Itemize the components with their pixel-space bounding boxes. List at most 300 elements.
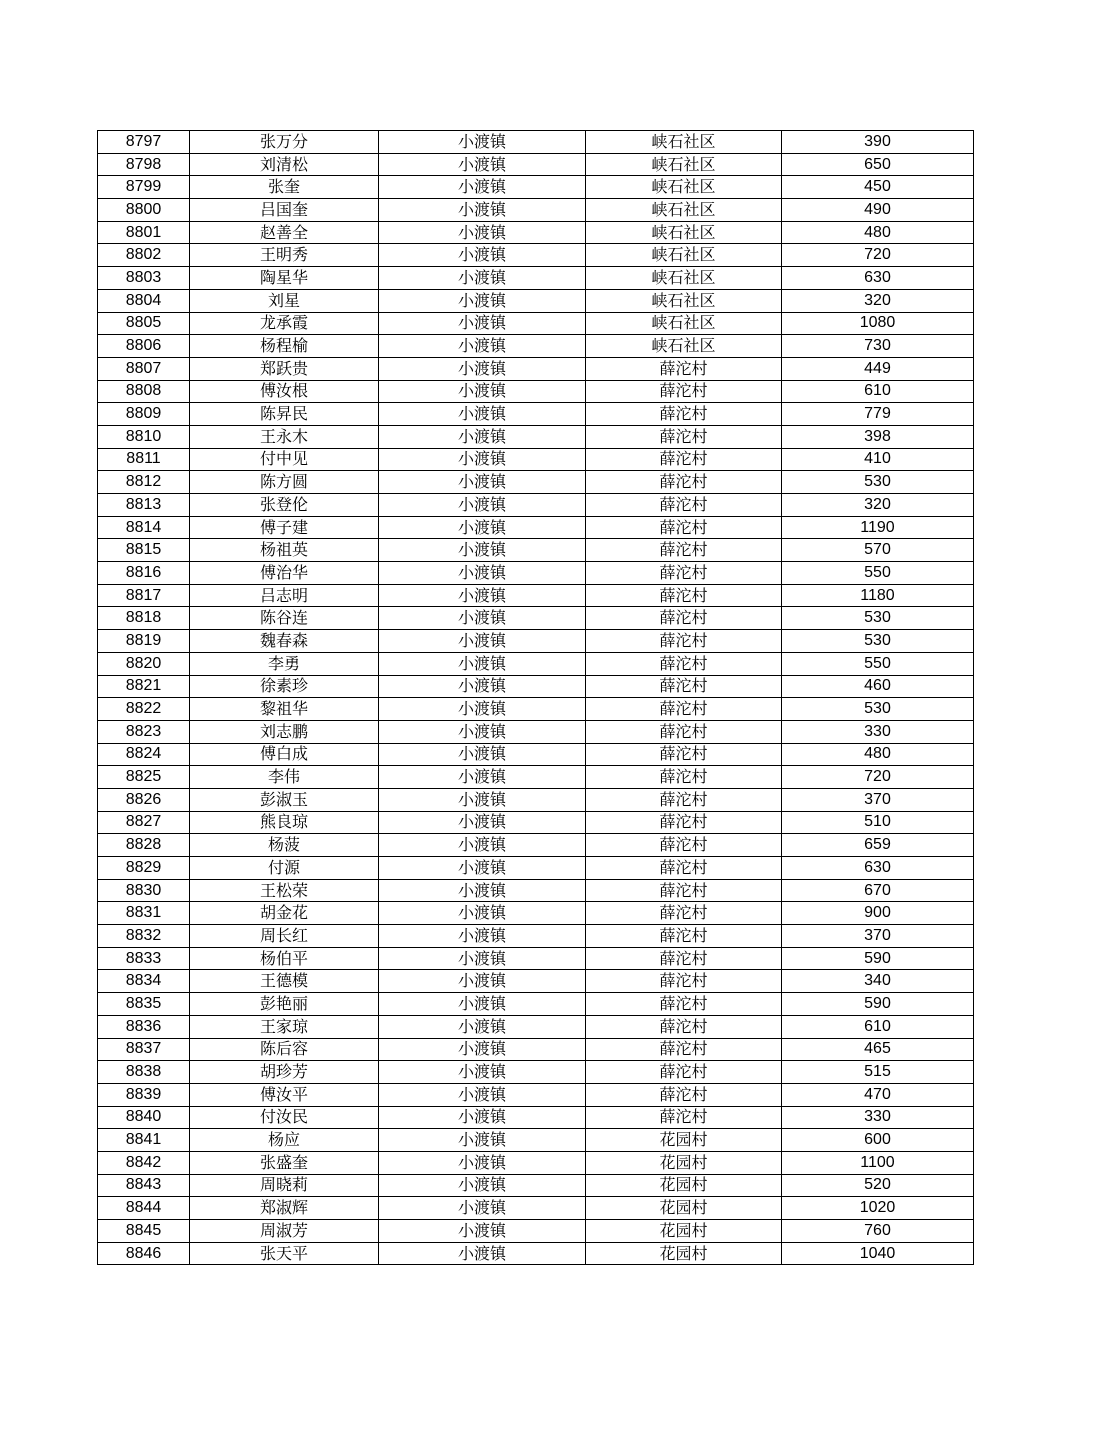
amount-value: 590	[782, 947, 974, 970]
town-name: 小渡镇	[379, 720, 586, 743]
town-name: 小渡镇	[379, 1242, 586, 1265]
village-name: 薛沱村	[586, 516, 782, 539]
town-name: 小渡镇	[379, 1106, 586, 1129]
table-row	[98, 1220, 974, 1243]
town-name: 小渡镇	[379, 857, 586, 880]
person-name: 李伟	[190, 766, 379, 789]
village-name: 薛沱村	[586, 357, 782, 380]
row-number: 8801	[98, 221, 190, 244]
amount-value: 1020	[782, 1197, 974, 1220]
town-name: 小渡镇	[379, 902, 586, 925]
amount-value: 610	[782, 380, 974, 403]
table-row	[98, 857, 974, 880]
amount-value: 460	[782, 675, 974, 698]
village-name: 峡石社区	[586, 221, 782, 244]
town-name: 小渡镇	[379, 630, 586, 653]
town-name: 小渡镇	[379, 947, 586, 970]
amount-value: 370	[782, 788, 974, 811]
village-name: 薛沱村	[586, 811, 782, 834]
roster-body	[98, 131, 974, 1265]
table-row	[98, 1129, 974, 1152]
row-number: 8800	[98, 199, 190, 222]
town-name: 小渡镇	[379, 562, 586, 585]
table-row	[98, 675, 974, 698]
table-row	[98, 494, 974, 517]
amount-value: 630	[782, 857, 974, 880]
amount-value: 779	[782, 403, 974, 426]
village-name: 峡石社区	[586, 267, 782, 290]
town-name: 小渡镇	[379, 176, 586, 199]
amount-value: 465	[782, 1038, 974, 1061]
table-row	[98, 516, 974, 539]
village-name: 薛沱村	[586, 584, 782, 607]
amount-value: 670	[782, 879, 974, 902]
town-name: 小渡镇	[379, 131, 586, 154]
village-name: 薛沱村	[586, 834, 782, 857]
table-row	[98, 131, 974, 154]
village-name: 薛沱村	[586, 380, 782, 403]
town-name: 小渡镇	[379, 993, 586, 1016]
row-number: 8835	[98, 993, 190, 1016]
row-number: 8837	[98, 1038, 190, 1061]
village-name: 花园村	[586, 1129, 782, 1152]
town-name: 小渡镇	[379, 743, 586, 766]
town-name: 小渡镇	[379, 494, 586, 517]
town-name: 小渡镇	[379, 153, 586, 176]
person-name: 周长红	[190, 925, 379, 948]
village-name: 峡石社区	[586, 335, 782, 358]
row-number: 8823	[98, 720, 190, 743]
row-number: 8804	[98, 289, 190, 312]
village-name: 薛沱村	[586, 1061, 782, 1084]
person-name: 龙承霞	[190, 312, 379, 335]
table-row	[98, 199, 974, 222]
row-number: 8815	[98, 539, 190, 562]
village-name: 薛沱村	[586, 403, 782, 426]
town-name: 小渡镇	[379, 925, 586, 948]
person-name: 陈方圆	[190, 471, 379, 494]
village-name: 薛沱村	[586, 902, 782, 925]
amount-value: 550	[782, 652, 974, 675]
town-name: 小渡镇	[379, 267, 586, 290]
person-name: 郑跃贵	[190, 357, 379, 380]
village-name: 峡石社区	[586, 131, 782, 154]
town-name: 小渡镇	[379, 539, 586, 562]
town-name: 小渡镇	[379, 425, 586, 448]
village-name: 薛沱村	[586, 698, 782, 721]
row-number: 8843	[98, 1174, 190, 1197]
row-number: 8836	[98, 1015, 190, 1038]
row-number: 8830	[98, 879, 190, 902]
table-row	[98, 221, 974, 244]
town-name: 小渡镇	[379, 357, 586, 380]
person-name: 熊良琼	[190, 811, 379, 834]
row-number: 8798	[98, 153, 190, 176]
town-name: 小渡镇	[379, 1129, 586, 1152]
person-name: 杨菠	[190, 834, 379, 857]
town-name: 小渡镇	[379, 1061, 586, 1084]
table-row	[98, 766, 974, 789]
table-row	[98, 902, 974, 925]
amount-value: 1080	[782, 312, 974, 335]
amount-value: 450	[782, 176, 974, 199]
person-name: 王德模	[190, 970, 379, 993]
person-name: 王松荣	[190, 879, 379, 902]
village-name: 花园村	[586, 1197, 782, 1220]
town-name: 小渡镇	[379, 879, 586, 902]
person-name: 胡金花	[190, 902, 379, 925]
row-number: 8821	[98, 675, 190, 698]
row-number: 8811	[98, 448, 190, 471]
town-name: 小渡镇	[379, 471, 586, 494]
table-row	[98, 1038, 974, 1061]
table-row	[98, 1106, 974, 1129]
person-name: 付源	[190, 857, 379, 880]
table-row	[98, 153, 974, 176]
amount-value: 320	[782, 494, 974, 517]
row-number: 8838	[98, 1061, 190, 1084]
amount-value: 515	[782, 1061, 974, 1084]
row-number: 8834	[98, 970, 190, 993]
table-row	[98, 1015, 974, 1038]
row-number: 8827	[98, 811, 190, 834]
town-name: 小渡镇	[379, 675, 586, 698]
amount-value: 530	[782, 630, 974, 653]
amount-value: 730	[782, 335, 974, 358]
table-row	[98, 357, 974, 380]
row-number: 8805	[98, 312, 190, 335]
town-name: 小渡镇	[379, 584, 586, 607]
row-number: 8822	[98, 698, 190, 721]
person-name: 傅汝根	[190, 380, 379, 403]
table-row	[98, 584, 974, 607]
person-name: 彭淑玉	[190, 788, 379, 811]
village-name: 薛沱村	[586, 448, 782, 471]
village-name: 薛沱村	[586, 1015, 782, 1038]
village-name: 峡石社区	[586, 244, 782, 267]
amount-value: 410	[782, 448, 974, 471]
town-name: 小渡镇	[379, 1038, 586, 1061]
town-name: 小渡镇	[379, 1015, 586, 1038]
town-name: 小渡镇	[379, 403, 586, 426]
amount-value: 449	[782, 357, 974, 380]
town-name: 小渡镇	[379, 1083, 586, 1106]
amount-value: 659	[782, 834, 974, 857]
person-name: 刘星	[190, 289, 379, 312]
person-name: 刘志鹏	[190, 720, 379, 743]
person-name: 王永木	[190, 425, 379, 448]
row-number: 8824	[98, 743, 190, 766]
person-name: 杨祖英	[190, 539, 379, 562]
village-name: 峡石社区	[586, 199, 782, 222]
person-name: 陈后容	[190, 1038, 379, 1061]
village-name: 薛沱村	[586, 766, 782, 789]
row-number: 8802	[98, 244, 190, 267]
table-row	[98, 1197, 974, 1220]
row-number: 8841	[98, 1129, 190, 1152]
amount-value: 370	[782, 925, 974, 948]
town-name: 小渡镇	[379, 221, 586, 244]
person-name: 吕志明	[190, 584, 379, 607]
village-name: 薛沱村	[586, 675, 782, 698]
amount-value: 570	[782, 539, 974, 562]
row-number: 8842	[98, 1151, 190, 1174]
person-name: 赵善全	[190, 221, 379, 244]
row-number: 8845	[98, 1220, 190, 1243]
town-name: 小渡镇	[379, 199, 586, 222]
town-name: 小渡镇	[379, 811, 586, 834]
amount-value: 550	[782, 562, 974, 585]
row-number: 8826	[98, 788, 190, 811]
row-number: 8809	[98, 403, 190, 426]
village-name: 薛沱村	[586, 607, 782, 630]
village-name: 薛沱村	[586, 562, 782, 585]
amount-value: 590	[782, 993, 974, 1016]
row-number: 8810	[98, 425, 190, 448]
row-number: 8812	[98, 471, 190, 494]
table-row	[98, 289, 974, 312]
amount-value: 470	[782, 1083, 974, 1106]
table-row	[98, 1242, 974, 1265]
row-number: 8797	[98, 131, 190, 154]
town-name: 小渡镇	[379, 834, 586, 857]
table-row	[98, 788, 974, 811]
village-name: 花园村	[586, 1151, 782, 1174]
table-row	[98, 925, 974, 948]
row-number: 8839	[98, 1083, 190, 1106]
amount-value: 1100	[782, 1151, 974, 1174]
table-row	[98, 698, 974, 721]
person-name: 陈谷连	[190, 607, 379, 630]
person-name: 傅治华	[190, 562, 379, 585]
table-row	[98, 380, 974, 403]
village-name: 薛沱村	[586, 630, 782, 653]
amount-value: 610	[782, 1015, 974, 1038]
town-name: 小渡镇	[379, 1220, 586, 1243]
town-name: 小渡镇	[379, 1151, 586, 1174]
amount-value: 1190	[782, 516, 974, 539]
amount-value: 530	[782, 471, 974, 494]
village-name: 峡石社区	[586, 176, 782, 199]
person-name: 魏春森	[190, 630, 379, 653]
person-name: 张奎	[190, 176, 379, 199]
row-number: 8808	[98, 380, 190, 403]
table-row	[98, 834, 974, 857]
person-name: 付汝民	[190, 1106, 379, 1129]
town-name: 小渡镇	[379, 1197, 586, 1220]
person-name: 杨程榆	[190, 335, 379, 358]
town-name: 小渡镇	[379, 312, 586, 335]
row-number: 8831	[98, 902, 190, 925]
table-row	[98, 879, 974, 902]
table-row	[98, 1083, 974, 1106]
amount-value: 480	[782, 743, 974, 766]
village-name: 薛沱村	[586, 1038, 782, 1061]
table-row	[98, 811, 974, 834]
village-name: 花园村	[586, 1242, 782, 1265]
table-row	[98, 947, 974, 970]
person-name: 王家琼	[190, 1015, 379, 1038]
amount-value: 900	[782, 902, 974, 925]
row-number: 8817	[98, 584, 190, 607]
village-name: 薛沱村	[586, 947, 782, 970]
village-name: 花园村	[586, 1220, 782, 1243]
town-name: 小渡镇	[379, 516, 586, 539]
table-row	[98, 652, 974, 675]
amount-value: 398	[782, 425, 974, 448]
amount-value: 630	[782, 267, 974, 290]
amount-value: 720	[782, 244, 974, 267]
village-name: 薛沱村	[586, 1106, 782, 1129]
table-row	[98, 267, 974, 290]
table-row	[98, 630, 974, 653]
roster-table	[97, 130, 974, 1265]
row-number: 8806	[98, 335, 190, 358]
amount-value: 490	[782, 199, 974, 222]
person-name: 周晓莉	[190, 1174, 379, 1197]
town-name: 小渡镇	[379, 970, 586, 993]
table-row	[98, 403, 974, 426]
amount-value: 390	[782, 131, 974, 154]
town-name: 小渡镇	[379, 448, 586, 471]
table-row	[98, 312, 974, 335]
village-name: 薛沱村	[586, 1083, 782, 1106]
amount-value: 760	[782, 1220, 974, 1243]
town-name: 小渡镇	[379, 380, 586, 403]
town-name: 小渡镇	[379, 652, 586, 675]
table-row	[98, 176, 974, 199]
village-name: 薛沱村	[586, 425, 782, 448]
row-number: 8825	[98, 766, 190, 789]
person-name: 陶星华	[190, 267, 379, 290]
table-row	[98, 244, 974, 267]
person-name: 李勇	[190, 652, 379, 675]
village-name: 薛沱村	[586, 652, 782, 675]
village-name: 薛沱村	[586, 993, 782, 1016]
amount-value: 510	[782, 811, 974, 834]
table-row	[98, 471, 974, 494]
village-name: 薛沱村	[586, 720, 782, 743]
row-number: 8832	[98, 925, 190, 948]
person-name: 徐素珍	[190, 675, 379, 698]
row-number: 8829	[98, 857, 190, 880]
town-name: 小渡镇	[379, 335, 586, 358]
village-name: 花园村	[586, 1174, 782, 1197]
village-name: 薛沱村	[586, 743, 782, 766]
table-row	[98, 335, 974, 358]
village-name: 薛沱村	[586, 925, 782, 948]
amount-value: 1040	[782, 1242, 974, 1265]
village-name: 峡石社区	[586, 289, 782, 312]
table-row	[98, 720, 974, 743]
amount-value: 650	[782, 153, 974, 176]
village-name: 薛沱村	[586, 879, 782, 902]
town-name: 小渡镇	[379, 244, 586, 267]
row-number: 8819	[98, 630, 190, 653]
amount-value: 330	[782, 720, 974, 743]
person-name: 张登伦	[190, 494, 379, 517]
table-row	[98, 607, 974, 630]
village-name: 薛沱村	[586, 857, 782, 880]
amount-value: 480	[782, 221, 974, 244]
table-row	[98, 1174, 974, 1197]
row-number: 8833	[98, 947, 190, 970]
town-name: 小渡镇	[379, 788, 586, 811]
amount-value: 1180	[782, 584, 974, 607]
person-name: 刘清松	[190, 153, 379, 176]
person-name: 陈昇民	[190, 403, 379, 426]
row-number: 8846	[98, 1242, 190, 1265]
row-number: 8818	[98, 607, 190, 630]
person-name: 吕国奎	[190, 199, 379, 222]
row-number: 8807	[98, 357, 190, 380]
person-name: 张天平	[190, 1242, 379, 1265]
amount-value: 530	[782, 607, 974, 630]
row-number: 8828	[98, 834, 190, 857]
village-name: 峡石社区	[586, 153, 782, 176]
table-row	[98, 425, 974, 448]
amount-value: 530	[782, 698, 974, 721]
row-number: 8840	[98, 1106, 190, 1129]
person-name: 周淑芳	[190, 1220, 379, 1243]
town-name: 小渡镇	[379, 1174, 586, 1197]
person-name: 傅汝平	[190, 1083, 379, 1106]
village-name: 峡石社区	[586, 312, 782, 335]
table-row	[98, 539, 974, 562]
table-row	[98, 970, 974, 993]
village-name: 薛沱村	[586, 494, 782, 517]
row-number: 8814	[98, 516, 190, 539]
amount-value: 600	[782, 1129, 974, 1152]
town-name: 小渡镇	[379, 698, 586, 721]
person-name: 付中见	[190, 448, 379, 471]
person-name: 张盛奎	[190, 1151, 379, 1174]
person-name: 杨伯平	[190, 947, 379, 970]
town-name: 小渡镇	[379, 607, 586, 630]
person-name: 郑淑辉	[190, 1197, 379, 1220]
table-row	[98, 1061, 974, 1084]
village-name: 薛沱村	[586, 471, 782, 494]
row-number: 8813	[98, 494, 190, 517]
table-row	[98, 448, 974, 471]
row-number: 8803	[98, 267, 190, 290]
village-name: 薛沱村	[586, 970, 782, 993]
person-name: 杨应	[190, 1129, 379, 1152]
person-name: 胡珍芳	[190, 1061, 379, 1084]
village-name: 薛沱村	[586, 788, 782, 811]
person-name: 傅子建	[190, 516, 379, 539]
amount-value: 340	[782, 970, 974, 993]
row-number: 8820	[98, 652, 190, 675]
amount-value: 330	[782, 1106, 974, 1129]
amount-value: 520	[782, 1174, 974, 1197]
table-row	[98, 562, 974, 585]
town-name: 小渡镇	[379, 766, 586, 789]
row-number: 8816	[98, 562, 190, 585]
person-name: 张万分	[190, 131, 379, 154]
table-row	[98, 993, 974, 1016]
person-name: 黎祖华	[190, 698, 379, 721]
village-name: 薛沱村	[586, 539, 782, 562]
table-row	[98, 1151, 974, 1174]
person-name: 傅白成	[190, 743, 379, 766]
person-name: 彭艳丽	[190, 993, 379, 1016]
amount-value: 320	[782, 289, 974, 312]
row-number: 8844	[98, 1197, 190, 1220]
town-name: 小渡镇	[379, 289, 586, 312]
amount-value: 720	[782, 766, 974, 789]
row-number: 8799	[98, 176, 190, 199]
